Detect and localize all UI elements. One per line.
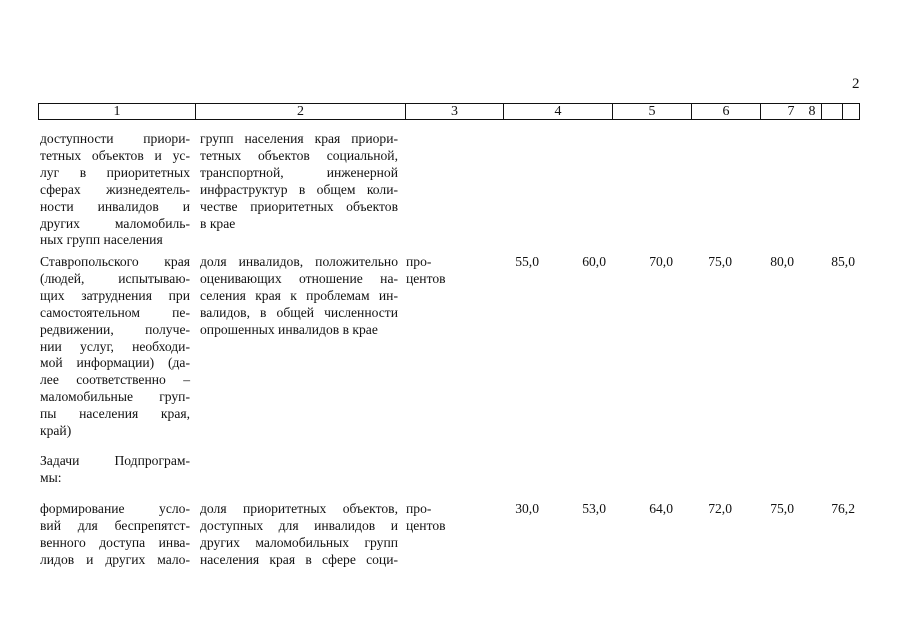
block2-value-col8: 80,0 — [770, 254, 794, 269]
text-line: мы: — [40, 469, 62, 485]
text-line: транспортной, инженерной — [200, 164, 398, 180]
text-line: щих затруднения при — [40, 287, 190, 303]
text-line: центов — [406, 517, 446, 533]
header-cell-7: 7 — [761, 104, 822, 119]
text-line: валидов, в общей численности — [200, 304, 398, 320]
text-line: Задачи Подпрограм- — [40, 453, 190, 468]
text-line: ных групп населения — [40, 232, 163, 248]
text-line: луг в приоритетных — [40, 164, 190, 180]
text-line: опрошенных инвалидов в крае — [200, 321, 378, 337]
text-line: редвижении, получе- — [40, 321, 190, 337]
tasks-heading — [40, 453, 190, 487]
text-line: селения края к проблемам ин- — [200, 287, 398, 303]
block2-col1-text — [40, 254, 190, 440]
table-header-row — [38, 103, 860, 120]
block2-value-col4: 55,0 — [515, 254, 539, 269]
text-line: (людей, испытываю- — [40, 270, 190, 286]
text-line: доступности приори- — [40, 131, 190, 146]
text-line: лее соответственно – — [40, 372, 190, 388]
text-line: нии услуг, необходи- — [40, 338, 190, 354]
header-cell-2: 2 — [196, 104, 406, 119]
text-line: других маломобильных групп — [200, 534, 398, 550]
block4-value-col6: 64,0 — [649, 501, 673, 516]
block4-unit — [406, 501, 462, 535]
text-line: формирование усло- — [40, 501, 190, 516]
text-line: групп населения края приори- — [200, 131, 398, 146]
text-line: лидов и других мало- — [40, 551, 190, 567]
text-line: в крае — [200, 215, 236, 231]
header-cell-3: 3 — [406, 104, 504, 119]
block2-col2-text — [200, 254, 398, 339]
block4-value-col9: 76,2 — [831, 501, 855, 516]
text-line: центов — [406, 270, 446, 286]
header-cell-1: 1 — [39, 104, 196, 119]
block2-value-col7: 75,0 — [708, 254, 732, 269]
block4-col2-text — [200, 501, 398, 569]
block1-col1-text — [40, 131, 190, 249]
block2-value-col6: 70,0 — [649, 254, 673, 269]
text-line: венного доступа инва- — [40, 534, 190, 550]
header-cell-8: 8 — [782, 104, 843, 119]
text-line: сферах жизнедеятель- — [40, 181, 190, 197]
block4-value-col7: 72,0 — [708, 501, 732, 516]
text-line: доля инвалидов, положительно — [200, 254, 398, 269]
block1-col2-text — [200, 131, 398, 232]
text-line: других маломобиль- — [40, 215, 190, 231]
text-line: про- — [406, 254, 432, 269]
page-number: 2 — [852, 76, 860, 92]
text-line: тетных объектов и ус- — [40, 147, 190, 163]
text-line: доступных для инвалидов и — [200, 517, 398, 533]
text-line: про- — [406, 501, 432, 516]
text-line: край) — [40, 423, 72, 439]
block4-value-col5: 53,0 — [582, 501, 606, 516]
block2-value-col5: 60,0 — [582, 254, 606, 269]
header-cell-5: 5 — [613, 104, 692, 119]
text-line: ности инвалидов и — [40, 198, 190, 214]
text-line: Ставропольского края — [40, 254, 190, 269]
text-line: оценивающих отношение на- — [200, 270, 398, 286]
text-line: инфраструктур в общем коли- — [200, 181, 398, 197]
text-line: тетных объектов социальной, — [200, 147, 398, 163]
header-cell-4: 4 — [504, 104, 613, 119]
block4-col1-text — [40, 501, 190, 569]
text-line: мой информации) (да- — [40, 355, 190, 371]
block4-value-col8: 75,0 — [770, 501, 794, 516]
text-line: населения края в сфере соци- — [200, 551, 398, 567]
text-line: честве приоритетных объектов — [200, 198, 398, 214]
text-line: пы населения края, — [40, 406, 190, 422]
header-cell-6: 6 — [692, 104, 761, 119]
block4-value-col4: 30,0 — [515, 501, 539, 516]
text-line: самостоятельном пе- — [40, 304, 190, 320]
block2-unit — [406, 254, 462, 288]
block2-value-col9: 85,0 — [831, 254, 855, 269]
text-line: маломобильные груп- — [40, 389, 190, 405]
text-line: доля приоритетных объектов, — [200, 501, 398, 516]
text-line: вий для беспрепятст- — [40, 517, 190, 533]
